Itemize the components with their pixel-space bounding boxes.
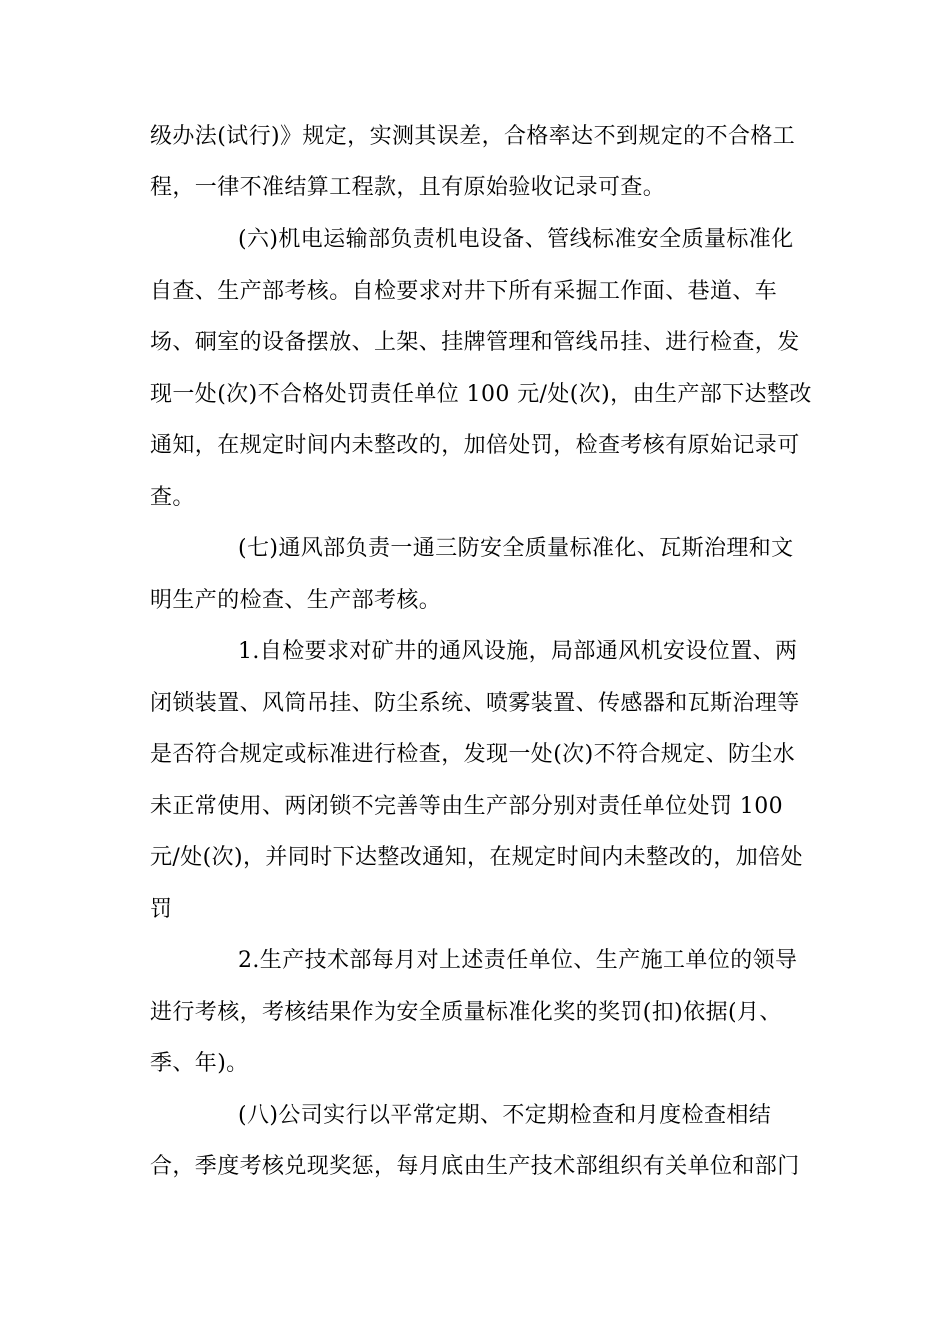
paragraph-start-line: 2.生产技术部每月对上述责任单位、生产施工单位的领导	[238, 948, 798, 973]
text-line: 明生产的检查、生产部考核。	[150, 588, 442, 613]
text-line: 程，一律不准结算工程款，且有原始验收记录可查。	[150, 175, 666, 200]
paragraph-start-line: (七)通风部负责一通三防安全质量标准化、瓦斯治理和文	[238, 536, 794, 561]
text-line: 季、年)。	[150, 1051, 249, 1076]
text-line: 现一处(次)不合格处罚责任单位 100 元/处(次)，由生产部下达整改	[150, 382, 812, 407]
text-line: 级办法(试行)》规定，实测其误差，合格率达不到规定的不合格工	[150, 124, 796, 149]
text-line: 罚	[150, 897, 173, 922]
text-line: 未正常使用、两闭锁不完善等由生产部分别对责任单位处罚 100	[150, 794, 783, 819]
text-line: 查。	[150, 485, 195, 510]
text-line: 是否符合规定或标准进行检查，发现一处(次)不符合规定、防尘水	[150, 742, 796, 767]
text-line: 合，季度考核兑现奖惩，每月底由生产技术部组织有关单位和部门	[150, 1154, 800, 1179]
paragraph-start-line: (八)公司实行以平常定期、不定期检查和月度检查相结	[238, 1103, 772, 1128]
paragraph-start-line: (六)机电运输部负责机电设备、管线标准安全质量标准化	[238, 227, 794, 252]
text-line: 通知，在规定时间内未整改的，加倍处罚，检查考核有原始记录可	[150, 433, 800, 458]
text-line: 进行考核，考核结果作为安全质量标准化奖的奖罚(扣)依据(月、	[150, 1000, 782, 1025]
text-line: 场、硐室的设备摆放、上架、挂牌管理和管线吊挂、进行检查，发	[150, 330, 800, 355]
text-line: 元/处(次)，并同时下达整改通知，在规定时间内未整改的，加倍处	[150, 845, 803, 870]
text-line: 闭锁装置、风筒吊挂、防尘系统、喷雾装置、传感器和瓦斯治理等	[150, 691, 800, 716]
text-line: 自查、生产部考核。自检要求对井下所有采掘工作面、巷道、车	[150, 279, 778, 304]
paragraph-start-line: 1.自检要求对矿井的通风设施，局部通风机安设位置、两	[238, 639, 798, 664]
